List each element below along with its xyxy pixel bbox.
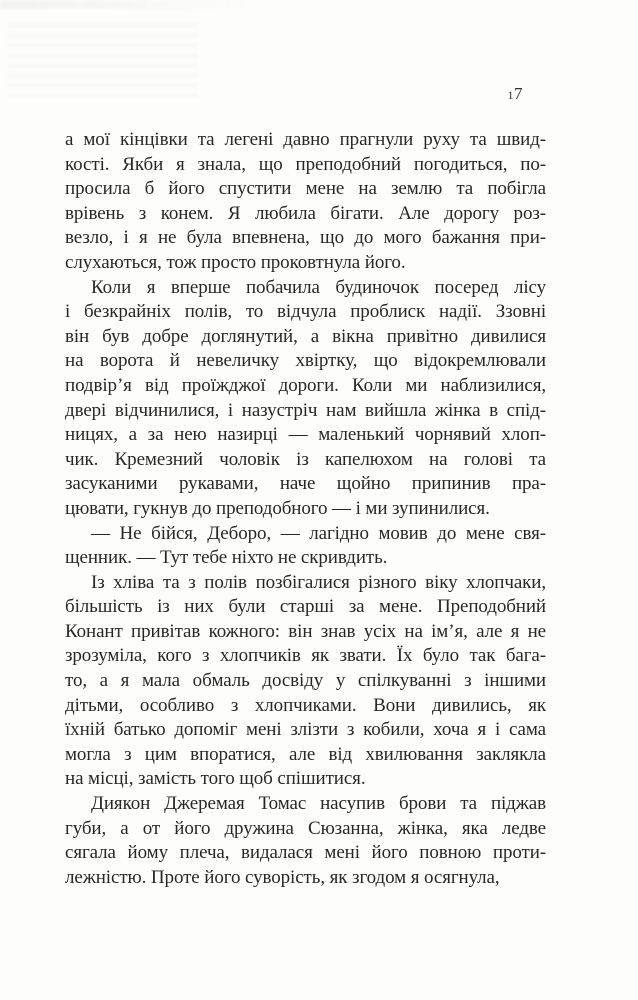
text-line: ницях, а за нею назирці — маленький чорнявий хлоп-	[65, 424, 546, 446]
text-line: він був добре доглянутий, а вікна привітно дивилися	[65, 325, 546, 347]
text-line: сягала йому плеча, видалася мені його повною проти-	[65, 842, 546, 864]
text-line: і безкрайніх полів, то відчула проблиск надії. Ззовні	[65, 301, 546, 323]
paragraph	[65, 128, 546, 276]
text-line: кості. Якби я знала, що преподобний погодиться, по-	[65, 153, 546, 175]
body-text	[65, 128, 546, 890]
text-line: їхній батько допоміг мені злізти з кобили, хоча я і сама	[65, 719, 546, 741]
paragraph	[65, 792, 546, 890]
paragraph	[65, 571, 546, 792]
text-line: Коли я вперше побачила будиночок посеред лісу	[91, 276, 546, 298]
text-line: більшість із них були старші за мене. Преподобний	[65, 596, 546, 618]
text-line: чик. Кремезний чоловік із капелюхом на голові та	[65, 448, 546, 470]
text-line: щенник. — Тут тебе ніхто не скривдить.	[65, 547, 388, 569]
page-number: 17	[507, 84, 523, 103]
text-line: Конант привітав кожного: він знав усіх на ім’я, але я не	[65, 620, 546, 642]
text-line: врівень з конем. Я любила бігати. Але дорогу роз-	[65, 202, 546, 224]
text-line: Диякон Джеремая Томас насупив брови та піджав	[91, 793, 546, 815]
text-line: просила б його спустити мене на землю та побігла	[65, 178, 546, 200]
text-line: на місці, замість того щоб спішитися.	[65, 768, 366, 790]
text-line: Із хліва та з полів позбігалися різного віку хлопчаки,	[91, 571, 546, 593]
text-line: то, а я мала обмаль досвіду у спілкуванні з іншими	[65, 670, 546, 692]
text-line: двері відчинилися, і назустріч нам вийшла жінка в спід-	[65, 399, 546, 421]
text-line: дітьми, особливо з хлопчиками. Вони дивились, як	[65, 694, 546, 716]
text-line: зрозуміла, кого з хлопчиків як звати. Їх було так бага-	[65, 645, 546, 667]
paragraph	[65, 276, 546, 522]
paragraph	[65, 522, 546, 571]
scan-smudge-artifact	[0, 0, 250, 9]
text-line: везло, і я не була впевнена, що до мого бажання при-	[65, 227, 546, 249]
text-line: на ворота й невеличку хвіртку, що відокремлювали	[65, 350, 546, 372]
text-line: — Не бійся, Деборо, — лагідно мовив до мене свя-	[91, 522, 546, 544]
text-line: а мої кінцівки та легені давно прагнули руху та швид-	[65, 129, 546, 150]
text-line: засуканими рукавами, наче щойно припинив пра-	[65, 473, 546, 495]
text-line: подвір’я від проїжджої дороги. Коли ми наблизилися,	[65, 374, 546, 396]
page-showthrough-artifact	[8, 24, 198, 104]
text-line: слухаються, тож просто проковтнула його.	[65, 251, 406, 273]
text-line: цювати, гукнув до преподобного — і ми зупинилися.	[65, 497, 490, 519]
text-line: могла з цим впоратися, але від хвилювання заклякла	[65, 743, 546, 765]
text-line: лежністю. Проте його суворість, як згодом я осягнула,	[65, 866, 500, 888]
text-line: губи, а от його дружина Сюзанна, жінка, яка ледве	[65, 817, 546, 839]
